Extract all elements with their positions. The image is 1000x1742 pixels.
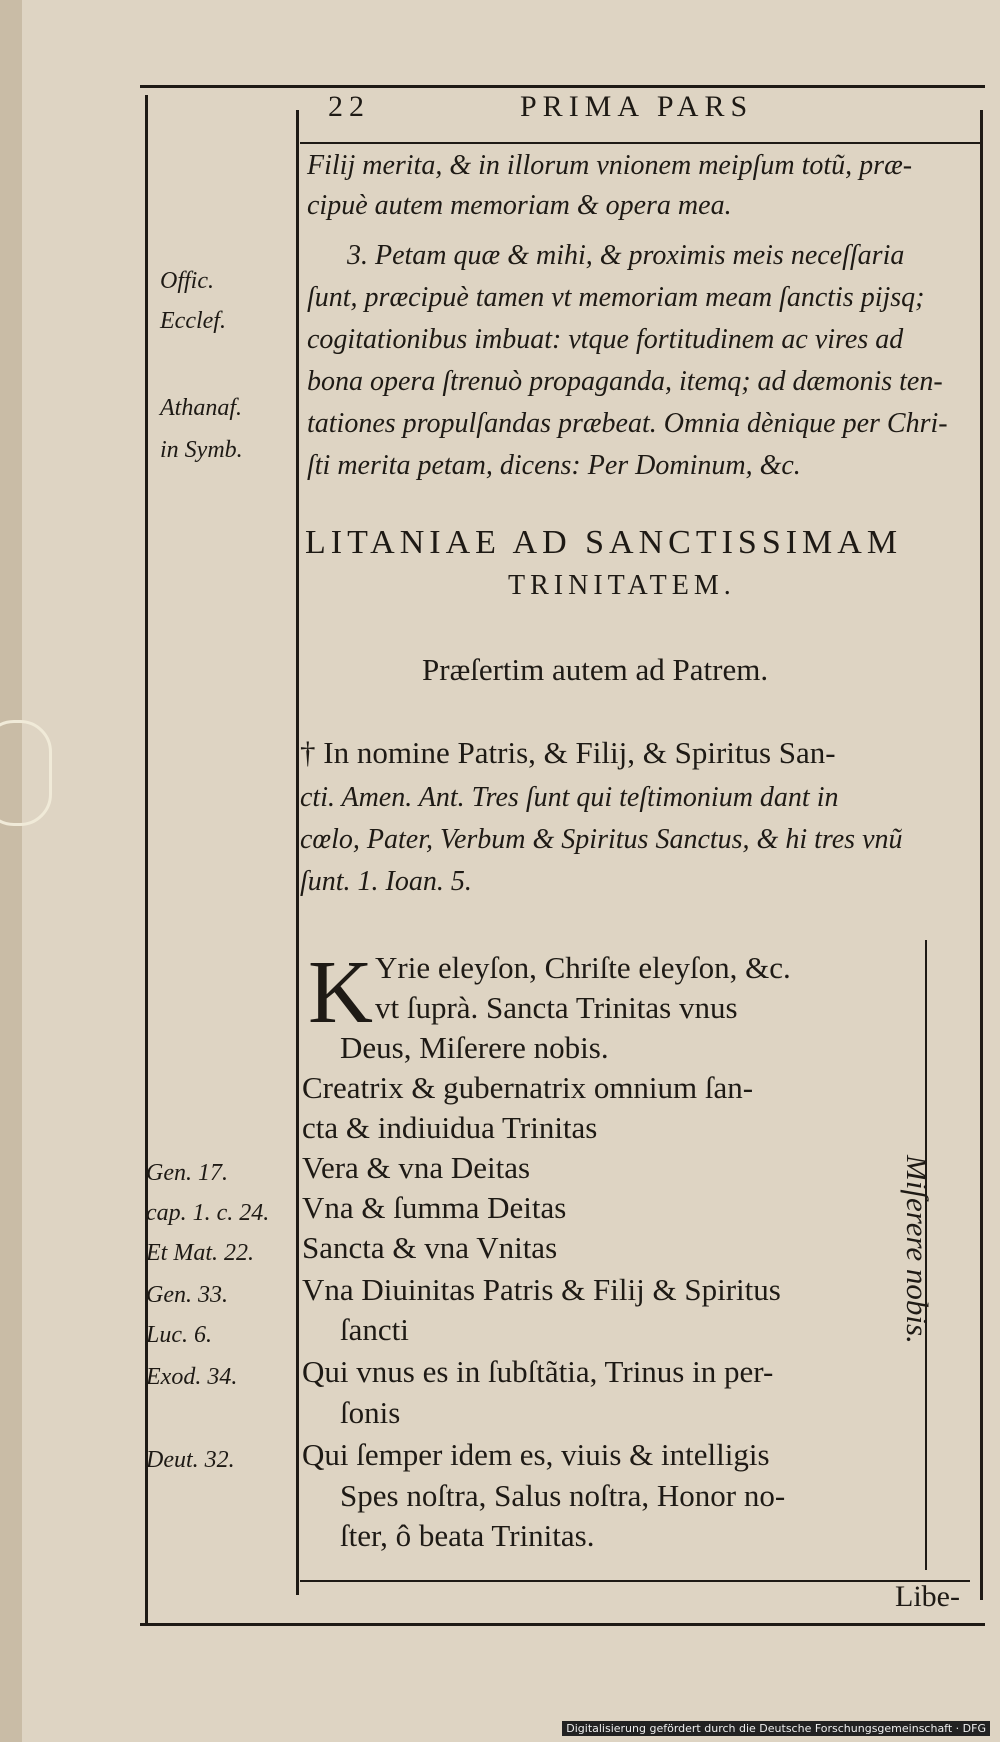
margin-note: Athanaf. xyxy=(160,395,242,421)
margin-rule xyxy=(296,110,299,1595)
litany-title: TRINITATEM. xyxy=(508,570,736,601)
scripture-ref: Deut. 32. xyxy=(146,1447,235,1473)
litany-title: LITANIAE AD SANCTISSIMAM xyxy=(305,524,903,561)
invocation: Vna & ſumma Deitas xyxy=(302,1190,567,1225)
scripture-ref: Gen. 17. xyxy=(146,1160,228,1186)
refrain-label: Miſerere nobis. xyxy=(900,1155,935,1344)
kyrie-line: Yrie eleyſon, Chriſte eleyſon, &c. xyxy=(375,950,791,985)
prayer-line: bona opera ſtrenuò propaganda, itemq; ad dæmonis ten- xyxy=(307,366,943,397)
prayer-line: tationes propulſandas præbeat. Omnia dènique per Chri- xyxy=(307,408,948,439)
scripture-ref: Gen. 33. xyxy=(146,1282,228,1308)
opening-line: † In nomine Patris, & Filij, & Spiritus San- xyxy=(300,735,836,770)
prayer-line: 3. Petam quæ & mihi, & proximis meis neceſſaria xyxy=(347,240,905,271)
prayer-line: cipuè autem memoriam & opera mea. xyxy=(307,190,732,221)
invocation: Qui vnus es in ſubſtãtia, Trinus in per- xyxy=(302,1354,774,1389)
margin-note: Offic. xyxy=(160,268,214,294)
kyrie-line: Deus, Miſerere nobis. xyxy=(340,1030,609,1065)
page-number: 22 xyxy=(328,90,370,123)
scripture-ref: Exod. 34. xyxy=(146,1364,238,1390)
header-rule xyxy=(300,142,980,144)
margin-note: Ecclef. xyxy=(160,308,226,334)
scripture-ref: cap. 1. c. 24. xyxy=(146,1200,270,1226)
opening-line: ſunt. 1. Ioan. 5. xyxy=(300,866,472,897)
digitization-footer: Digitalisierung gefördert durch die Deutsche Forschungsgemeinschaft · DFG xyxy=(562,1721,990,1736)
opening-line: cti. Amen. Ant. Tres ſunt qui teſtimonium dant in xyxy=(300,782,839,813)
invocation: Spes noſtra, Salus noſtra, Honor no- xyxy=(340,1478,786,1513)
prayer-line: ſunt, præcipuè tamen vt memoriam meam ſanctis pijsq; xyxy=(307,282,925,313)
scripture-ref: Et Mat. 22. xyxy=(146,1240,254,1266)
running-title: PRIMA PARS xyxy=(520,90,754,123)
right-rule xyxy=(980,110,983,1600)
invocation: ſancti xyxy=(340,1312,409,1347)
invocation: Vna Diuinitas Patris & Filij & Spiritus xyxy=(302,1272,781,1307)
subtitle: Præſertim autem ad Patrem. xyxy=(422,652,769,687)
invocation: ſonis xyxy=(340,1395,401,1430)
footer-rule xyxy=(300,1580,970,1582)
invocation: cta & indiuidua Trinitas xyxy=(302,1110,598,1145)
invocation: Sancta & vna Vnitas xyxy=(302,1230,558,1265)
drop-cap: K xyxy=(308,943,373,1042)
catchword: Libe- xyxy=(895,1580,960,1613)
opening-line: cœlo, Pater, Verbum & Spiritus Sanctus, & hi tres vnũ xyxy=(300,824,903,855)
outer-rule xyxy=(145,95,148,1625)
invocation: Creatrix & gubernatrix omnium ſan- xyxy=(302,1070,754,1105)
kyrie-line: vt ſuprà. Sancta Trinitas vnus xyxy=(375,990,738,1025)
invocation: ſter, ô beata Trinitas. xyxy=(340,1518,595,1553)
prayer-line: cogitationibus imbuat: vtque fortitudinem ac vires ad xyxy=(307,324,904,355)
margin-note: in Symb. xyxy=(160,437,243,463)
page-gutter xyxy=(0,0,22,1742)
prayer-line: Filij merita, & in illorum vnionem meipſum totũ, præ- xyxy=(307,150,913,181)
bookmark-tab xyxy=(0,720,52,826)
scripture-ref: Luc. 6. xyxy=(146,1322,212,1348)
invocation: Vera & vna Deitas xyxy=(302,1150,531,1185)
invocation: Qui ſemper idem es, viuis & intelligis xyxy=(302,1437,770,1472)
prayer-line: ſti merita petam, dicens: Per Dominum, &c. xyxy=(307,450,801,481)
